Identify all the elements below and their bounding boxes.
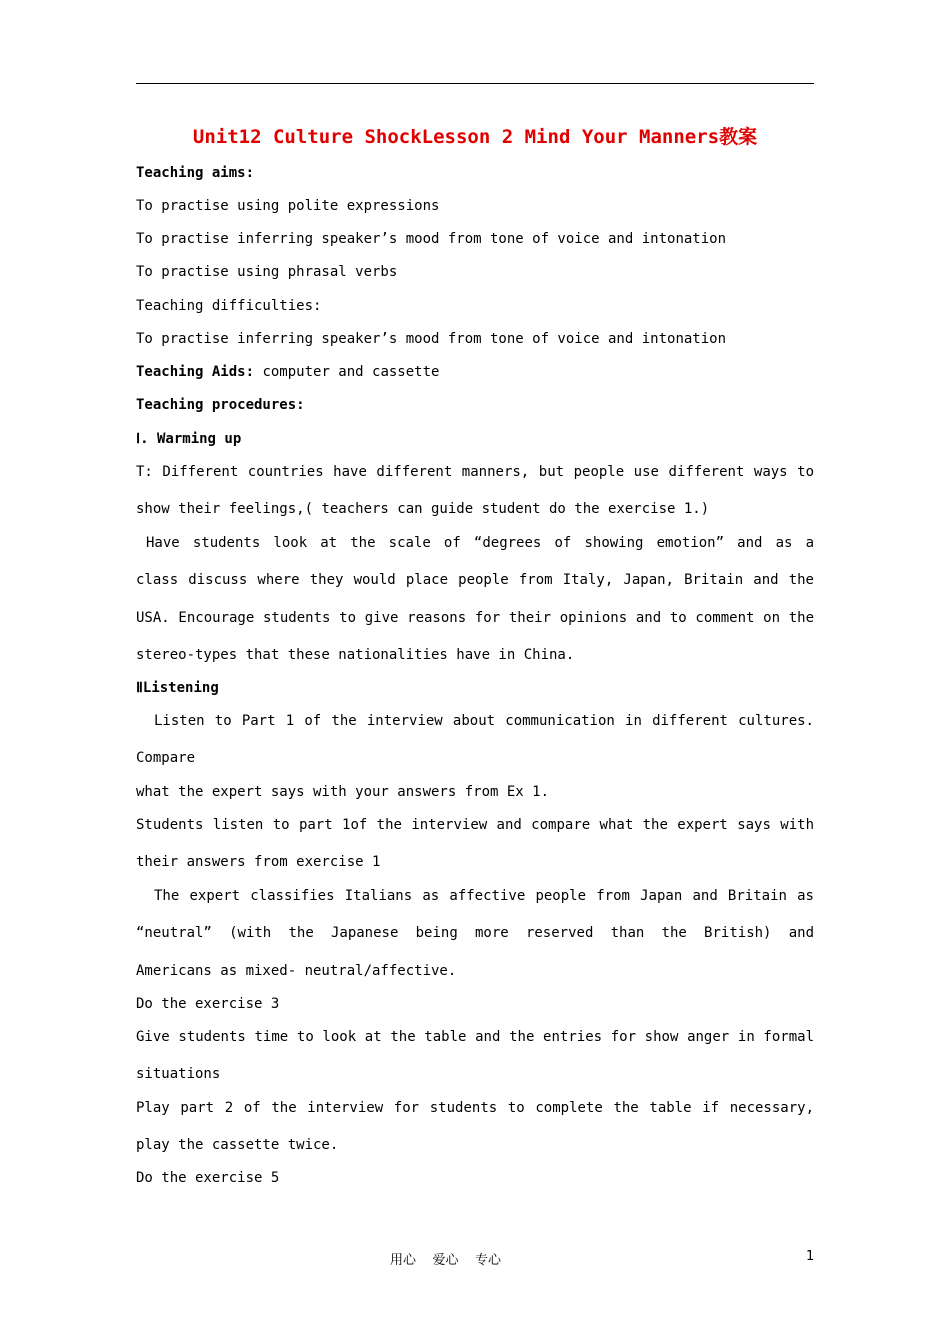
paragraph-line: show their feelings,( teachers can guide student do the exercise 1.) [136,501,710,518]
listening-line-3: Do the exercise 5 [136,1170,280,1186]
paragraph-line: Compare [136,750,196,767]
document-title: Unit12 Culture ShockLesson 2 Mind Your Manners教案 [192,126,758,148]
paragraph-line: class discuss where they would place people from Italy, Japan, Britain and the [136,572,814,589]
warming-up-paragraph-2 [136,525,814,674]
aim-1: To practise using polite expressions [136,198,440,214]
paragraph-line: their answers from exercise 1 [136,854,381,871]
listening-paragraph-2 [136,807,814,882]
listening-paragraph-3 [136,878,814,990]
paragraph-line: Give students time to look at the table and the entries for show anger in formal [136,1029,814,1045]
aim-2: To practise inferring speaker’s mood from tone of voice and intonation [136,231,727,247]
paragraph-line: Americans as mixed- neutral/affective. [136,962,457,979]
teaching-aids-heading: Teaching Aids: [136,364,255,380]
listening-paragraph-4 [136,1019,814,1094]
header-rule [136,83,814,84]
teaching-difficulty: To practise inferring speaker’s mood from tone of voice and intonation [136,331,727,347]
paragraph-line: Listen to Part 1 of the interview about communication in different cultures. [154,713,814,729]
paragraph-line: Have students look at the scale of “degrees of showing emotion” and as a [146,535,814,551]
paragraph-line: The expert classifies Italians as affective people from Japan and Britain as [154,888,814,904]
teaching-aids [136,362,439,382]
paragraph-line: Play part 2 of the interview for students to complete the table if necessary, [136,1100,814,1116]
warming-up-paragraph-1 [136,454,814,529]
listening-line-2: Do the exercise 3 [136,996,280,1012]
paragraph-line: USA. Encourage students to give reasons for their opinions and to comment on the [136,609,814,626]
teaching-difficulties-heading: Teaching difficulties: [136,298,322,314]
paragraph-line: situations [136,1066,221,1083]
listening-line-1: what the expert says with your answers from Ex 1. [136,784,550,800]
page-number: 1 [806,1249,815,1264]
paragraph-line: Students listen to part 1of the interview and compare what the expert says with [136,817,814,833]
teaching-aims-heading: Teaching aims: [136,165,255,181]
paragraph-line: stereo-types that these nationalities have in China. [136,646,575,663]
page-footer: 用心 爱心 专心 [390,1253,502,1268]
paragraph-line: play the cassette twice. [136,1137,339,1154]
paragraph-line: T: Different countries have different manners, but people use different ways to [136,464,814,480]
teaching-aids-value: computer and cassette [254,364,440,380]
aim-3: To practise using phrasal verbs [136,264,398,280]
section-listening-heading: ⅡListening [136,680,219,696]
section-warming-up-heading: Ⅰ. Warming up [136,431,242,447]
listening-paragraph-5 [136,1090,814,1165]
paragraph-line: “neutral” (with the Japanese being more reserved than the British) and [136,925,814,942]
listening-paragraph-1 [136,703,814,778]
teaching-procedures-heading: Teaching procedures: [136,397,305,413]
